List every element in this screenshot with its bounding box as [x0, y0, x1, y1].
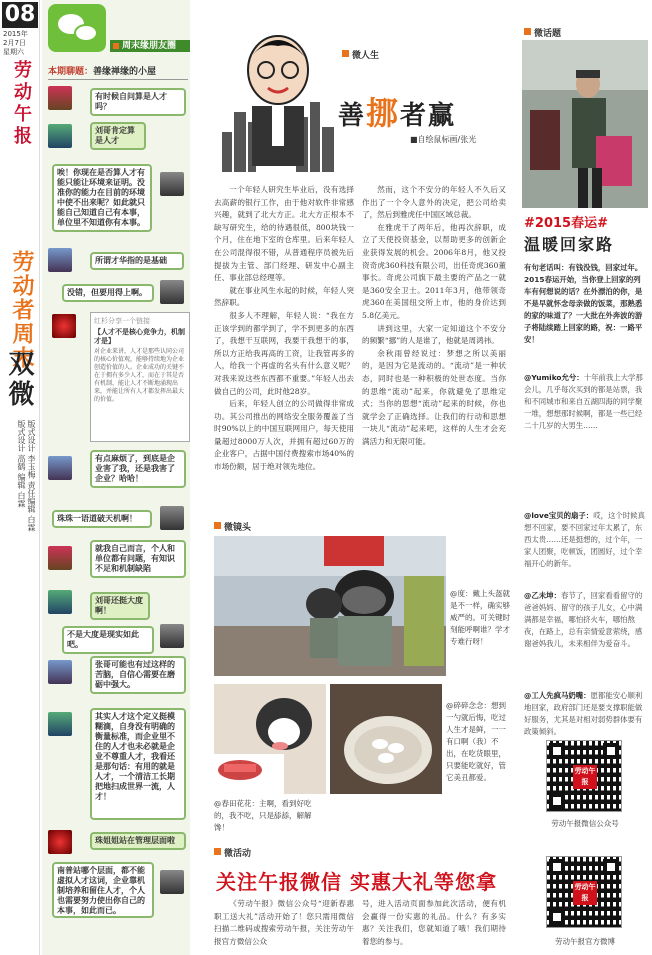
chat-bubble: 就我自己而言，个人和单位都有问题，有知识不足和机制缺陷	[90, 540, 186, 578]
post-user: @工人先疯马奶嘴：	[524, 691, 591, 700]
chat-bubble: 其实人才这个定义挺模糊滴，自身没有明确的衡量标准，而企业里不住的人才也未必就是企业不尊重人才，我看还是那句话：有用的就是人才，一个清洁工长期把地扫成世界一流，人才！	[90, 708, 186, 820]
wechat-qr-code[interactable]	[546, 740, 622, 812]
avatar	[48, 86, 72, 110]
article-paragraph: 然而，这个不安分的年轻人不久后又作出了一个令人意外的决定，把公司给卖了，然后到雅虎任中国区域总裁。	[362, 185, 506, 220]
topic-intro: 有句老话叫：有钱没钱，回家过年。2015春运开始，当你登上回家的列车有何想说的话？在外漂泊的你，是不是早就怀念母亲做的饭菜，那熟悉的家的味道了？一大批在外奔波的游子将陆续踏上回家的路，祝：一路平安！	[524, 263, 643, 344]
chat-row	[48, 450, 188, 490]
post-text: 哎，这个时候真想不回家，要不回家过年太累了，东西太贵……还是挺想的，过个年，一家人团聚，吃顿饭，团圆好，过个幸福开心的新年。	[524, 511, 645, 568]
weibo-post	[524, 510, 648, 584]
avatar	[48, 124, 72, 148]
article-paragraph: 讲到这里，大家一定知道这个不安分的频繁“挪”的人是谁了，他就是周鸿祎。	[362, 323, 506, 346]
chat-bubble: 有点麻烦了，到底是企业害了我，还是我害了企业？哈哈！	[90, 450, 186, 488]
article-paragraph: 就在事业风生水起的时候，年轻人突然辞职。	[214, 285, 354, 308]
chat-row	[48, 540, 188, 586]
chat-bubble: 珠珠一语道破天机啊！	[52, 510, 152, 528]
avatar	[48, 830, 72, 854]
avatar	[160, 172, 184, 196]
main-column	[196, 0, 514, 955]
page-number: 08	[2, 2, 38, 28]
section-label-micro-topic: 微话题	[524, 26, 561, 39]
weibo-qr-code[interactable]	[546, 856, 622, 928]
chat-row	[48, 86, 188, 112]
headline-highlight: 挪	[366, 94, 401, 132]
chat-row	[48, 656, 188, 696]
post-user: @love宝贝的扇子：	[524, 511, 594, 520]
wechat-moments-column	[42, 0, 190, 955]
avatar	[48, 712, 72, 736]
qr-logo: 劳动午报	[573, 765, 597, 789]
page-title: 双微	[4, 350, 34, 410]
qr-corner	[549, 793, 565, 809]
date-weekday: 星期六	[3, 48, 24, 56]
chat-row	[48, 164, 188, 234]
date-day: 2月7日	[3, 39, 26, 47]
topic-text: 善缘禅缘的小屋	[93, 67, 157, 77]
wechat-section-header: 周末缘朋友圈	[110, 40, 190, 52]
shared-link-card[interactable]	[90, 312, 190, 442]
chat-topic	[48, 64, 188, 80]
chat-bubble: 有时候自问算是人才吗？	[90, 88, 186, 116]
article-column-right	[362, 184, 506, 510]
chat-bubble-icon	[74, 24, 98, 42]
avatar	[48, 456, 72, 480]
weibo-post	[524, 590, 648, 686]
date-year: 2015年	[3, 30, 28, 38]
topic-hashtag: #2015春运#	[524, 216, 608, 231]
avatar	[48, 546, 72, 570]
article-paragraph: 很多人不理解，年轻人说：“我在方正该学到的都学到了，学不到更多的东西了，我想干互联网，我要干我想干的事，所以方正给我再高的工资，让我管再多的人，给我一个再虚的名头有什么意义呢？对我来说这些东西都不重要。”年轻人出去做自己的公司，此时他28岁。	[214, 310, 354, 396]
chat-row	[48, 862, 188, 922]
chat-row	[48, 248, 188, 274]
promo-text-left: 《劳动午报》微信公众号“迎新春惠职工送大礼”活动开始了！您只需用微信扫描二维码或搜索劳动午报，关注劳动午报官方微信公众	[214, 899, 354, 946]
weibo-post	[524, 690, 648, 738]
chat-bubble: 所谓才华指的是基础	[90, 252, 184, 270]
section-title: 劳动者周末	[9, 250, 34, 370]
caricature-illustration	[212, 22, 342, 182]
post-text: 愿都能安心顺利地回家，政府部门还是要支撑职能做好服务，尤其是对相对弱势群体要有政策倾斜。	[524, 691, 643, 736]
chat-row	[48, 120, 188, 156]
wechat-logo-icon	[48, 4, 106, 52]
dog-photo	[214, 684, 326, 794]
topic-label: 本期聊题：	[48, 67, 94, 77]
avatar	[160, 280, 184, 304]
dumplings-photo	[330, 684, 442, 794]
qr-corner	[603, 743, 619, 759]
article-paragraph: 一个年轻人研究生毕业后，没有选择去高薪的银行工作，由于他对软件非常感兴趣，就到了北大方正。北大方正根本不缺写研究生，给的待遇很低，800块钱一个月，住在地下室的仓库里。后来年轻人在公司混得很不错，从普通程序员被先后提拔为主管、部门经理、研发中心副主任、事业部总经理等。	[214, 185, 354, 283]
chat-bubble: 珠姐姐站在管理层面啦	[90, 832, 186, 850]
qr-corner	[549, 743, 565, 759]
photo-caption: @度：戴上头盔就是不一样，确实够威严的。可关键时刻能呼啊谁？学才专难行呀！	[450, 589, 510, 646]
card-header: 红杉分享一个链接	[94, 317, 150, 325]
micro-topic-column	[518, 0, 652, 955]
qr-corner	[549, 859, 565, 875]
article-paragraph: 后来，年轻人创立的公司做得非常成功。其公司推出的网络安全服务覆盖了当时90%以上的中国互联网用户，每天使用量超过8000万人次，并拥有超过60万的企业客户，占据中国付费搜索市场40%的市场份额，居于绝对领先地位。	[214, 399, 354, 472]
avatar	[48, 248, 72, 272]
chat-bubble: 没错，但要用得上啊。	[62, 284, 154, 302]
qr-caption: 劳动午报微信公众号	[551, 819, 619, 828]
avatar	[52, 314, 76, 338]
editor-credits: 版式设计 李玉梅 责任编辑 白霖 版式设计 高鹤 编辑 白霖	[17, 420, 36, 532]
promo-title: 关注午报微信 实惠大礼等您拿	[216, 870, 497, 894]
headline-part: 善	[338, 101, 367, 131]
topic-title: 温暖回家路	[524, 235, 615, 254]
post-user: @乙未坤：	[524, 591, 561, 600]
card-body: 对企业来讲，人才是那些认同公司的核心价值观，能够持续地为企业创造价值的人。企业成功的关键不在于拥有多少人才，而在于其是否有机制，能让人才不断地涌现出来，并能让所有人才都发挥出最大的价值。	[94, 348, 185, 403]
article-headline	[338, 88, 456, 134]
chat-row	[48, 708, 188, 820]
paper-logo: 劳动午报	[11, 60, 32, 148]
chat-row	[48, 624, 188, 650]
avatar	[48, 590, 72, 614]
qr-caption: 劳动午报官方微博	[555, 937, 615, 946]
chat-bubble: 不是大度是现实如此吧。	[62, 626, 154, 654]
avatar	[160, 870, 184, 894]
spring-travel-photo	[522, 40, 648, 208]
headline-part: 者赢	[400, 101, 457, 131]
article-paragraph: 余秋雨曾经说过：梦想之所以美丽的，是因为它是流动的。“流动”是一种状态，同时也是一种积极的处世态度。当你的思维“流动”起来，你就避免了思维定式；当你的思想“流动”起来的时候，你也就学会了正确选择。让我们的行动和思想一块儿“流动”起来吧，这样的人生才会充满活力和无限可能。	[362, 348, 506, 446]
chat-row	[48, 590, 188, 618]
chat-row	[48, 830, 188, 854]
chat-bubble: 唉！你现在是否算人才有能只能让环境来证明。没准你的能力在目前的环境中使不出来呢？如此就只能自己知道自己有本事，单位里不知道你有本事。	[52, 164, 152, 232]
post-text: 十年前我上大学那会儿，几乎每次买到的都是站票，我和不同城市和来自五湖四海的同学聚一堆，想想那时候啊，都是一些已经二十几岁的大男生……	[524, 373, 643, 430]
article-column-left	[214, 184, 354, 510]
photo-caption: @春田花花：主啊，看到好吃的，我不吃，只是舔舔，解解馋！	[214, 799, 312, 832]
post-user: @Yumiko允兮：	[524, 373, 584, 382]
helmet-statue-photo	[214, 536, 446, 676]
chat-row	[48, 280, 188, 308]
masthead-strip	[0, 0, 40, 955]
avatar	[160, 624, 184, 648]
qr-logo: 劳动午报	[573, 881, 597, 905]
avatar	[48, 660, 72, 684]
post-text: 春节了，回家看看留守的爸爸妈妈、留守的孩子儿女，心中满满都是幸福，哪怕挤火车，哪怕熬夜，在路上，总有亲情爱意萦绕，感谢爸妈我儿，未来相伴为爱奋斗。	[524, 591, 643, 648]
chat-bubble: 刘哥还挺大度啊！	[90, 592, 150, 620]
chat-bubble: 刘哥肯定算是人才	[90, 122, 146, 150]
qr-corner	[603, 859, 619, 875]
article-paragraph: 在雅虎干了两年后，他再次辞职，成立了天使投资基金，以帮助更多的创新企业获得发展的机会。2006年8月，他又投资奇虎360科技有限公司，出任奇虎360董事长。奇虎公司旗下最主要的产品之一就是360安全卫士。2011年3月，他带领奇虎360在美国纽交所上市，他的身价达到5.8亿美元。	[362, 222, 506, 320]
chat-row	[48, 506, 188, 534]
promo-text-right: 号，进入活动页面参加此次活动，便有机会赢得一份实惠的礼品。什么？有多实惠？关注我们，您就知道了哦！我们期待着您的参与。	[362, 899, 506, 946]
article-byline: ■自绘鼠标画/张光	[410, 135, 477, 144]
issue-date	[3, 30, 37, 57]
section-label-micro-life: 微人生	[342, 48, 379, 61]
chat-bubble: 南普站哪个层面，都不能虚拟人才这词，企业靠机制培养和留住人才，个人也需要努力使出你自己的本事，如此而已。	[52, 862, 154, 918]
chat-bubble: 张哥可能也有过这样的苦脑，自信心需要在磨砺中强大。	[90, 656, 186, 694]
card-title: 【人才不是核心竞争力，机制才是】	[94, 328, 185, 345]
section-label-activity: 微活动	[214, 846, 251, 859]
weibo-post	[524, 372, 648, 494]
qr-corner	[549, 909, 565, 925]
photo-caption: @碎碎念念：想到一勺就后悔，吃过人生才是鲜，一一有口啊（我）不出，在吃货眼里，只要能吃就好，管它美丑都爱。	[446, 701, 506, 782]
avatar	[160, 506, 184, 530]
section-label-micro-lens: 微镜头	[214, 520, 251, 533]
